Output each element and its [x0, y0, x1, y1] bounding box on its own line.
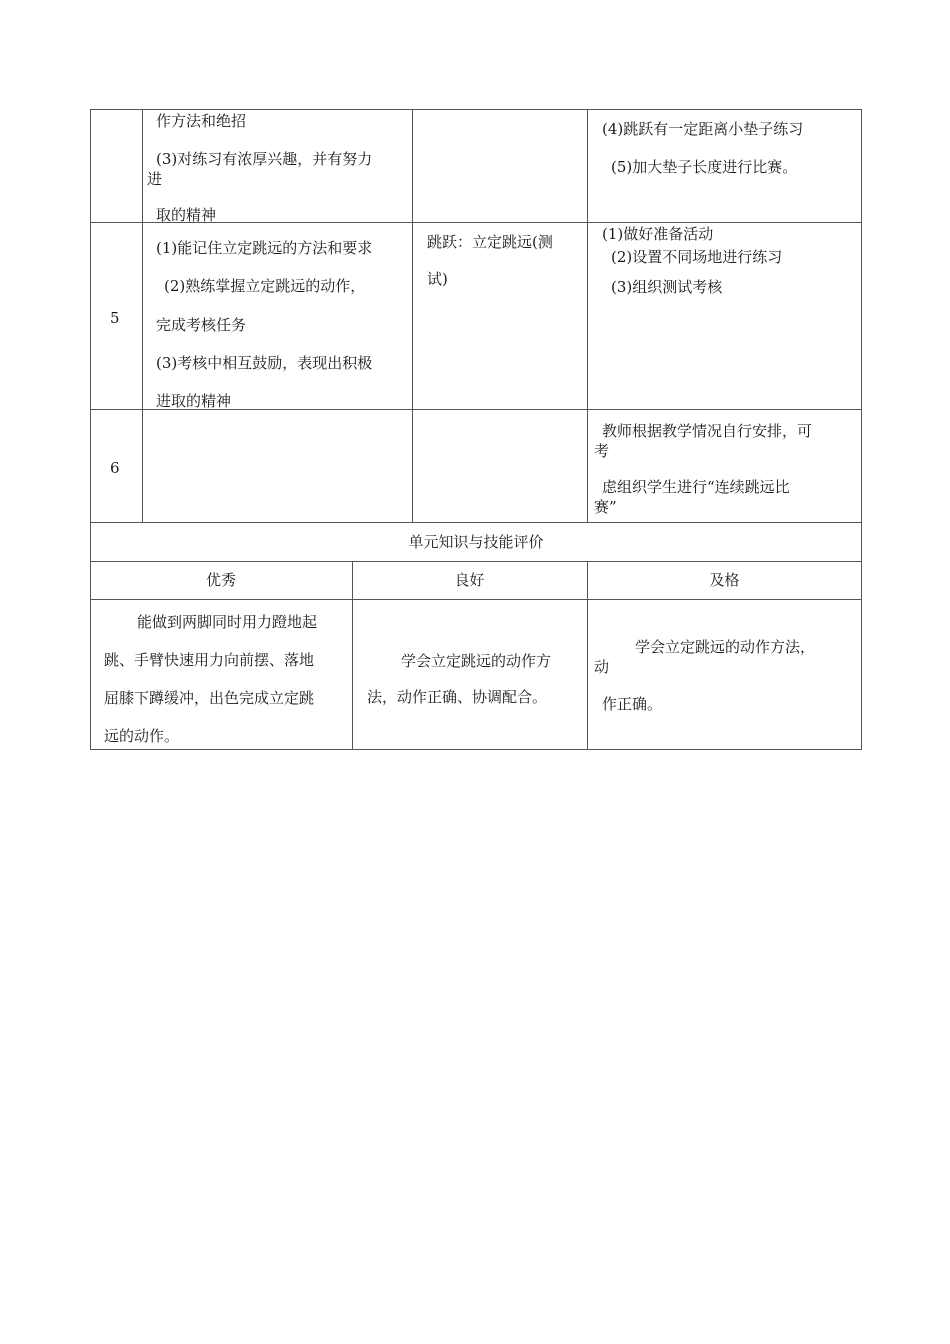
pass-text: 作正确。: [602, 695, 663, 713]
goal-text: (1)能记住立定跳远的方法和要求: [156, 239, 373, 257]
excellent-text: 远的动作。: [104, 727, 180, 745]
header-pass: 及格: [709, 571, 740, 589]
content-text: 试): [427, 270, 448, 288]
method-text: (2)设置不同场地进行练习: [611, 248, 783, 266]
row-number: 6: [110, 459, 120, 477]
goal-text: 进: [147, 170, 163, 188]
row-number: 5: [110, 309, 120, 327]
method-text: (5)加大垫子长度进行比赛。: [611, 158, 798, 176]
row-divider: [90, 599, 862, 600]
goal-text: 完成考核任务: [156, 316, 247, 334]
goal-text: 作方法和绝招: [156, 112, 247, 130]
header-excellent: 优秀: [205, 571, 236, 589]
goal-text: (3)考核中相互鼓励，表现出积极: [156, 354, 373, 372]
goal-text: 取的精神: [156, 206, 217, 224]
goal-text: (3)对练习有浓厚兴趣，并有努力: [156, 150, 373, 168]
row-divider: [90, 561, 862, 562]
method-text: 考: [594, 442, 610, 460]
column-divider: [587, 109, 588, 523]
method-text: 虑组织学生进行“连续跳远比: [602, 478, 790, 496]
method-text: (1)做好准备活动: [602, 225, 714, 243]
goal-text: 进取的精神: [156, 392, 232, 410]
pass-text: 动: [594, 658, 610, 676]
good-text: 法，动作正确、协调配合。: [367, 688, 548, 706]
method-text: 赛”: [594, 498, 617, 516]
method-text: (3)组织测试考核: [611, 278, 723, 296]
column-divider: [142, 109, 143, 523]
method-text: (4)跳跃有一定距离小垫子练习: [602, 120, 804, 138]
column-divider: [412, 109, 413, 523]
header-good: 良好: [454, 571, 485, 589]
goal-text: (2)熟练掌握立定跳远的动作，: [164, 277, 366, 295]
good-text: 学会立定跳远的动作方: [401, 652, 552, 670]
pass-text: 学会立定跳远的动作方法，: [635, 638, 816, 656]
content-text: 跳跃：立定跳远(测: [427, 233, 553, 251]
evaluation-title: 单元知识与技能评价: [408, 533, 544, 551]
excellent-text: 能做到两脚同时用力蹬地起: [137, 613, 318, 631]
row-divider: [90, 522, 862, 523]
excellent-text: 屈膝下蹲缓冲，出色完成立定跳: [104, 689, 315, 707]
excellent-text: 跳、手臂快速用力向前摆、落地: [104, 651, 315, 669]
method-text: 教师根据教学情况自行安排，可: [602, 422, 813, 440]
